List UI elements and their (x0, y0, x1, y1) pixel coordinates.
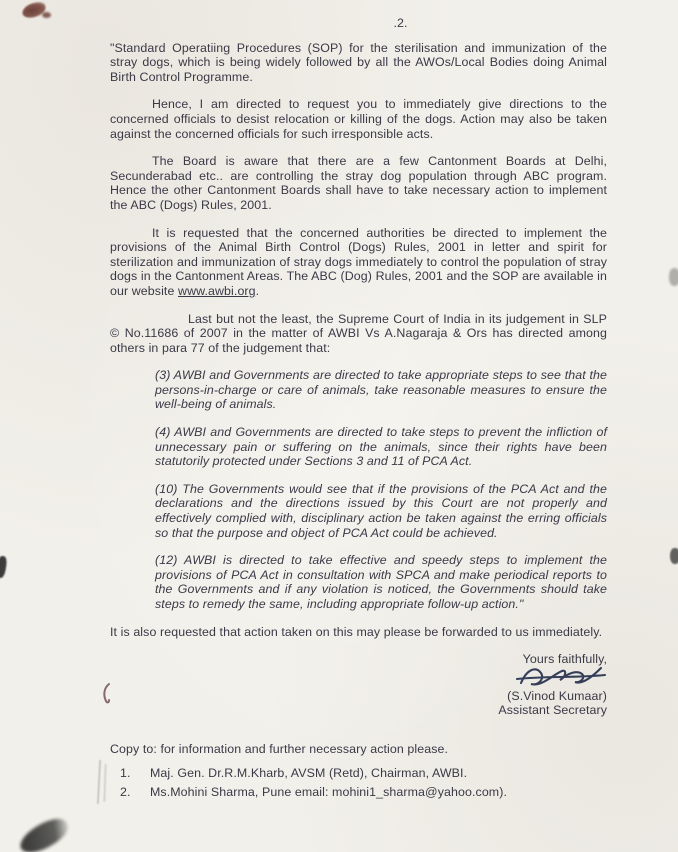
quote-para-10: (10) The Governments would see that if the provisions of the PCA Act and the declarations and the directions issued by this Court are not properly and effectively complied with, disciplinary action be taken against the erring officials so that the purpose and object of PCA Act could be achieved. (155, 481, 607, 540)
paragraph-request-directions: Hence, I am directed to request you to immediately give directions to the concerned officials to desist relocation or killing of the dogs. Action may also be taken against the concerned officials for such irresponsible acts. (110, 97, 607, 141)
quote-para-12: (12) AWBI is directed to take effective and speedy steps to implement the provisions of PCA Act in consultation with SPCA and make periodical reports to the Governments and if any violation is noticed, the Governments should take steps to remedy the same, including appropriate follow-up action." (155, 553, 607, 611)
paragraph-cantonment-boards: The Board is aware that there are a few Cantonment Boards at Delhi, Secunderabad etc.. are controlling the stray dog population through ABC program. Hence the other Cantonment Boards shall have to take necessary action to implement the ABC (Dogs) Rules, 2001. (110, 154, 607, 212)
closing-name: (S.Vinod Kumaar) (507, 688, 607, 703)
paragraph-abc-rules (110, 226, 607, 299)
paragraph-abc-period: . (255, 283, 260, 298)
scan-streak-left-b (103, 764, 106, 802)
closing-salutation: Yours faithfully, (522, 652, 607, 667)
closing-title: Assistant Secretary (498, 703, 607, 718)
list-item-text: Ms.Mohini Sharma, Pune email: mohini1_sharma@yahoo.com). (150, 784, 508, 799)
scan-smudge-top-left (21, 0, 48, 19)
paragraph-supreme-court: Last but not the least, the Supreme Court of India in its judgement in SLP © No.11686 of 2007 in the matter of AWBI Vs A.Nagaraja & Ors has directed among others in para 77 of the judgement that: (110, 311, 607, 355)
scan-smudge-bottom-left (16, 812, 73, 852)
scan-smudge-top-left-dot (42, 12, 51, 18)
list-item (110, 784, 607, 800)
awbi-website-link[interactable]: www.awbi.org (178, 283, 256, 298)
page-number: .2. (393, 16, 408, 30)
list-item-number: 1. (120, 765, 131, 780)
quote-para-4: (4) AWBI and Governments are directed to take steps to prevent the infliction of unnecessary pain or suffering on the animals, since their rights have been statutorily protected under Sections 3 and 11 of PCA Act. (155, 425, 607, 469)
closing-block (110, 652, 607, 718)
copy-to-heading: Copy to: for information and further necessary action please. (110, 741, 449, 756)
list-item-text: Maj. Gen. Dr.R.M.Kharb, AVSM (Retd), Chairman, AWBI. (150, 765, 468, 780)
paragraph-action-requested: It is also requested that action taken on this may please be forwarded to us immediately. (110, 624, 603, 639)
copy-to-list (110, 765, 607, 800)
paragraph-abc-text: It is requested that the concerned authorities be directed to implement the provisions of the Animal Birth Control (Dogs) Rules, 2001 in letter and spirit for sterilization and immunization of stray dogs immediately to control the population of stray dogs in the Cantonment Areas. The ABC (Dog) Rules, 2001 and the SOP are available in our website (110, 225, 607, 298)
scan-streak-left-a (97, 760, 101, 804)
paragraph-sop: "Standard Operatiing Procedures (SOP) for the sterilisation and immunization of the stray dogs, which is being widely followed by all the AWOs/Local Bodies doing Animal Birth Control Programme. (110, 40, 607, 84)
list-item (110, 765, 607, 781)
copy-to-block (110, 742, 607, 800)
quote-para-3: (3) AWBI and Governments are directed to take appropriate steps to see that the persons-in-charge or care of animals, take reasonable measures to ensure the well-being of animals. (155, 368, 607, 412)
list-item-number: 2. (120, 784, 131, 799)
scan-mark-right-lower (670, 548, 678, 564)
scan-mark-right-upper (669, 268, 678, 286)
scan-mark-left-edge (0, 555, 8, 578)
letter-body (110, 16, 607, 800)
